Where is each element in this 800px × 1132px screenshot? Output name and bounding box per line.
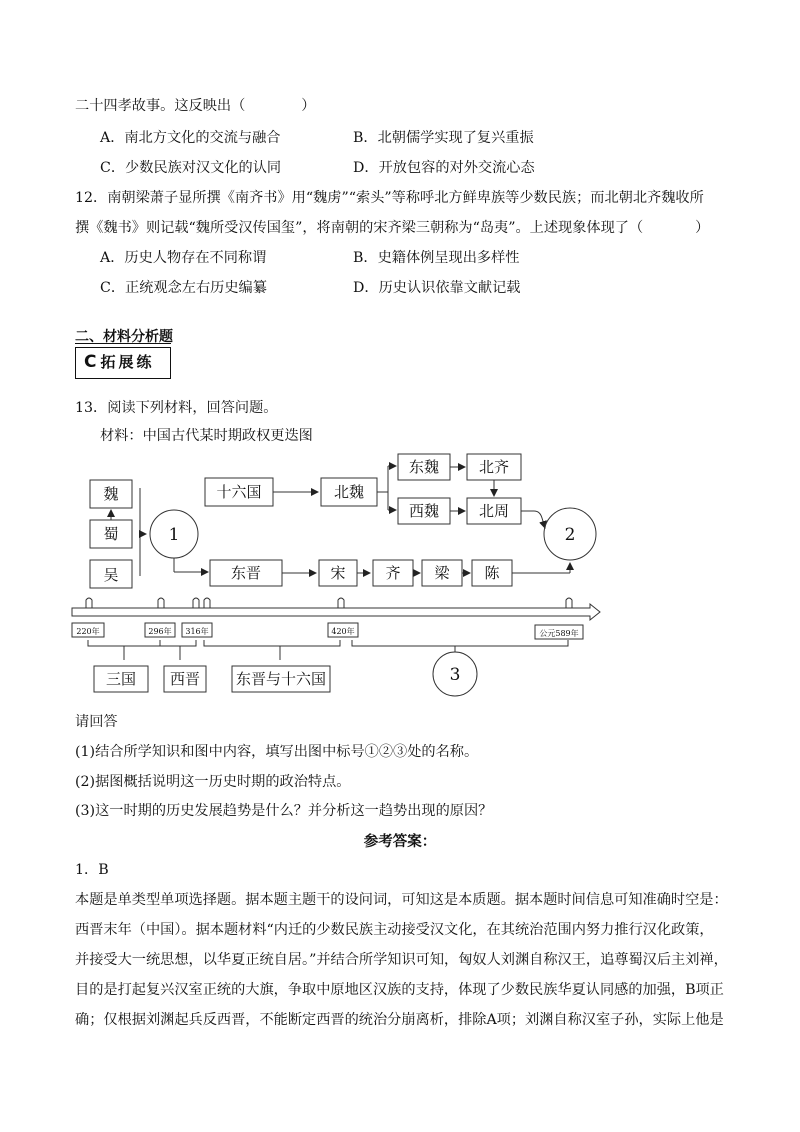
year-220: 220年	[76, 627, 100, 636]
q11-option-c: C．少数民族对汉文化的认同	[100, 160, 282, 176]
q11-option-b: B．北朝儒学实现了复兴重振	[353, 130, 534, 146]
regime-change-diagram	[0, 448, 800, 708]
year-316: 316年	[185, 627, 209, 636]
label-northern-qi: 北齐	[478, 458, 510, 476]
c-shape-icon: C	[84, 352, 97, 372]
q11-option-a: A．南北方文化的交流与融合	[100, 130, 281, 146]
q11-option-d: D．开放包容的对外交流心态	[353, 160, 535, 176]
answer-line-2: 西晋末年（中国）。据本题材料“内迁的少数民族主动接受汉文化，在其统治范围内努力推行汉化政策，	[75, 922, 714, 938]
q12-option-c: C．正统观念左右历史编纂	[100, 280, 267, 296]
q12-option-d: D．历史认识依靠文献记载	[353, 280, 521, 296]
year-420: 420年	[331, 627, 355, 636]
year-296: 296年	[148, 627, 172, 636]
section-divider	[75, 343, 171, 344]
label-northern-wei: 北魏	[333, 483, 365, 501]
answer-1-label: 1．B	[75, 862, 109, 878]
label-western-wei: 西魏	[408, 502, 440, 520]
period-three-kingdoms: 三国	[105, 670, 137, 688]
q13-item-1: (1)结合所学知识和图中内容，填写出图中标号①②③处的名称。	[75, 744, 479, 760]
timeline-bar	[72, 604, 600, 620]
label-qi: 齐	[385, 564, 401, 582]
answer-line-3: 并接受大一统思想，以华夏正统自居。”并结合所学知识可知，匈奴人刘渊自称汉王，追尊蜀汉后主刘禅，	[75, 952, 728, 968]
q12-stem-line2: 撰《魏书》则记载“魏所受汉传国玺”，将南朝的宋齐梁三朝称为“岛夷”。上述现象体现了（ ）	[75, 220, 710, 236]
label-song: 宋	[330, 564, 346, 582]
answer-line-5: 确；仅根据刘渊起兵反西晋，不能断定西晋的统治分崩离析，排除A项；刘渊自称汉室子孙，实际上他是	[75, 1012, 724, 1028]
q12-stem-line1: 12．南朝梁萧子显所撰《南齐书》用“魏虏”“索头”等称呼北方鲜卑族等少数民族；而北朝北齐魏收所	[75, 190, 704, 206]
q12-option-a: A．历史人物存在不同称谓	[100, 250, 267, 266]
circle-1-label: 1	[168, 525, 180, 545]
q12-option-b: B．史籍体例呈现出多样性	[353, 250, 520, 266]
circle-2-label: 2	[564, 525, 576, 545]
q11-stem-tail: 二十四孝故事。这反映出（ ）	[75, 98, 316, 114]
state-wei: 魏	[103, 485, 119, 503]
q13-item-3: (3)这一时期的历史发展趋势是什么？并分析这一趋势出现的原因？	[75, 803, 493, 819]
label-eastern-jin: 东晋	[230, 564, 262, 582]
answers-title: 参考答案：	[363, 833, 437, 850]
label-sixteen-kingdoms: 十六国	[216, 483, 262, 501]
badge-label: 拓展练	[100, 353, 155, 371]
label-eastern-wei: 东魏	[408, 458, 440, 476]
q13-intro: 13．阅读下列材料，回答问题。	[75, 400, 278, 416]
answer-line-1: 本题是单类型单项选择题。据本题主题干的设问词，可知这是本质题。据本题时间信息可知准确时空是：	[75, 892, 728, 908]
please-answer: 请回答	[75, 714, 118, 730]
label-liang: 梁	[434, 564, 450, 582]
section-title: 二、材料分析题	[75, 329, 173, 345]
period-western-jin: 西晋	[169, 670, 201, 688]
label-northern-zhou: 北周	[478, 502, 510, 520]
q13-material-caption: 材料：中国古代某时期政权更迭图	[100, 428, 313, 444]
period-eastern-jin-sixteen: 东晋与十六国	[235, 670, 327, 688]
year-589: 公元589年	[539, 629, 579, 638]
q13-item-2: (2)据图概括说明这一历史时期的政治特点。	[75, 774, 351, 790]
answer-line-4: 目的是打起复兴汉室正统的大旗，争取中原地区汉族的支持，体现了少数民族华夏认同感的加强，B项正	[75, 982, 724, 998]
state-wu: 吴	[103, 566, 119, 584]
extension-badge	[75, 347, 171, 379]
circle-3-label: 3	[449, 665, 461, 685]
state-shu: 蜀	[103, 525, 119, 543]
label-chen: 陈	[484, 564, 500, 582]
